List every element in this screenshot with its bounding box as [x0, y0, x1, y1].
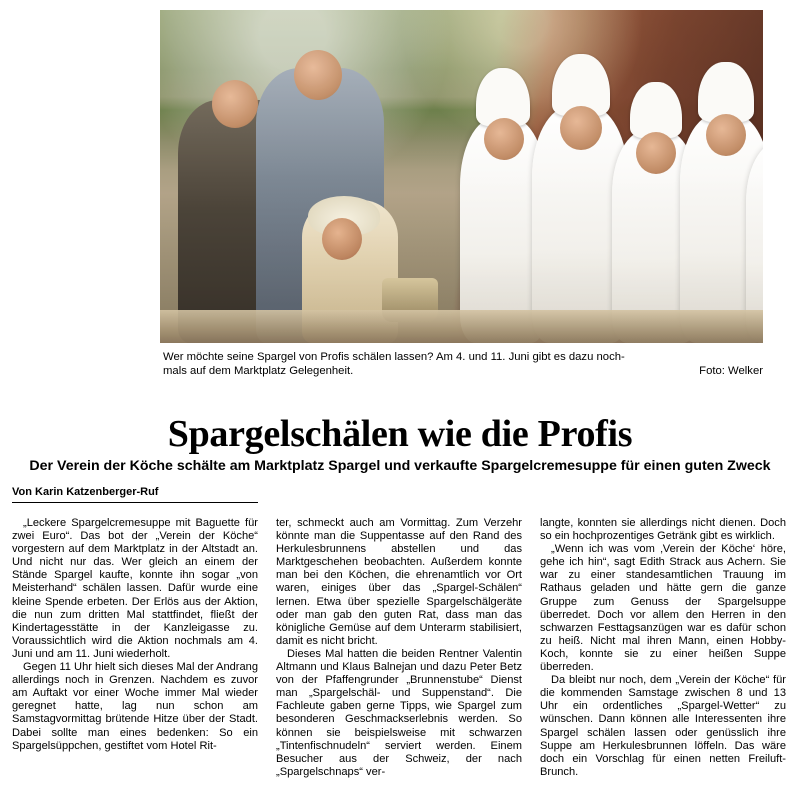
photo-credit: Foto: Welker [699, 365, 763, 377]
byline-divider [12, 502, 258, 503]
caption-line-2: mals auf dem Marktplatz Gelegenheit. [163, 365, 354, 377]
caption-line-2-row [163, 364, 763, 378]
paragraph: Dieses Mal hatten die beiden Rentner Valentin Altmann und Klaus Balnejan und dazu Peter Betz von der Pfaffengrunder „Brunnenstube“ Dienst man „Spargelschäl- und Suppenstand“. Die Fachleute gaben gerne Tipps, wie Spargel zum besonderen Geschmackserlebnis werden. So können sie beispielsweise mit schwarzen „Tintenfischnudeln“ serviert werden. Einem Besucher aus der Schweiz, der nach „Spargelschnaps“ ver- [276, 647, 522, 778]
article-byline: Von Karin Katzenberger-Ruf [12, 486, 159, 498]
article-column-2 [276, 517, 522, 787]
article-column-3 [540, 517, 786, 787]
caption-line-1: Wer möchte seine Spargel von Profis schälen lassen? Am 4. und 11. Juni gibt es dazu noch- [163, 351, 625, 363]
photo-tint-overlay [160, 10, 763, 343]
article-headline: Spargelschälen wie die Profis [167, 413, 633, 455]
paragraph: Gegen 11 Uhr hielt sich dieses Mal der Andrang allerdings noch in Grenzen. Nachdem es zuvor am Auftakt vor einer Woche immer Mal wieder geregnet hatte, lag nun schon am Samstagvormittag brütende Hitze über der Stadt. Dabei sollte man eines bedenken: So ein Spargelsüppchen, gestiftet vom Hotel Rit- [12, 661, 258, 752]
article-subheadline: Der Verein der Köche schälte am Marktplatz Spargel und verkaufte Spargelcremesuppe für einen guten Zweck [29, 458, 771, 474]
article-body [12, 517, 788, 787]
paragraph: ter, schmeckt auch am Vormittag. Zum Verzehr könnte man die Suppentasse auf den Rand des Herkulesbrunnens abstellen und das Marktgeschehen beobachten. Außerdem konnte man bei den Köchen, die ehrenamtlich vor Ort waren, einiges über das „Spargel-Schälen“ lernen. Etwa über spezielle Spargelschälgeräte oder man gab den guten Rat, dass man das königliche Gemüse auf dem Unterarm stabilisiert, damit es nicht bricht. [276, 517, 522, 647]
article-photo [160, 10, 763, 343]
photo-caption [163, 350, 763, 378]
paragraph: „Wenn ich was vom ‚Verein der Köche‘ höre, gehe ich hin“, sagt Edith Strack aus Achern. Sie war zu einer standesamtlichen Trauung im Rathaus geladen und hätte gern die ganze Gruppe zum Genuss der Spargelsuppe überredet. Doch vor allem den Herren in den schwarzen Festtagsanzügen war es dafür schon zu heiß. Nicht mal ihren Mann, einen Hobby-Koch, konnte sie zu einer heißen Suppe überreden. [540, 543, 786, 674]
paragraph: „Leckere Spargelcremesuppe mit Baguette für zwei Euro“. Das bot der „Verein der Köche“ vorgestern auf dem Marktplatz in der Altstadt an. Und nicht nur das. Wer gleich an einem der Stände Spargel kaufte, konnte ihn sogar „von Meisterhand“ schälen lassen. Dafür wurde eine kleine Spende erbeten. Der Erlös aus der Aktion, die nun zum dritten Mal stattfindet, fließt der Kindertagesstätte in der Kanzleigasse zu. Voraussichtlich wird die Aktion nochmals am 4. Juni und am 11. Juni wiederholt. [12, 517, 258, 660]
article-column-1 [12, 517, 258, 787]
paragraph: langte, konnten sie allerdings nicht dienen. Doch so ein hochprozentiges Getränk gibt es wirklich. [540, 517, 786, 543]
paragraph: Da bleibt nur noch, dem „Verein der Köche“ für die kommenden Samstage zwischen 8 und 13 Uhr ein ordentliches „Spargel-Wetter“ zu wünschen. Dann können alle Interessenten ihre Spargel schälen lassen oder genüsslich ihre Suppe am Herkulesbrunnen löffeln. Das wäre doch ein Vorschlag für einen netten Freiluft-Brunch. [540, 674, 786, 778]
